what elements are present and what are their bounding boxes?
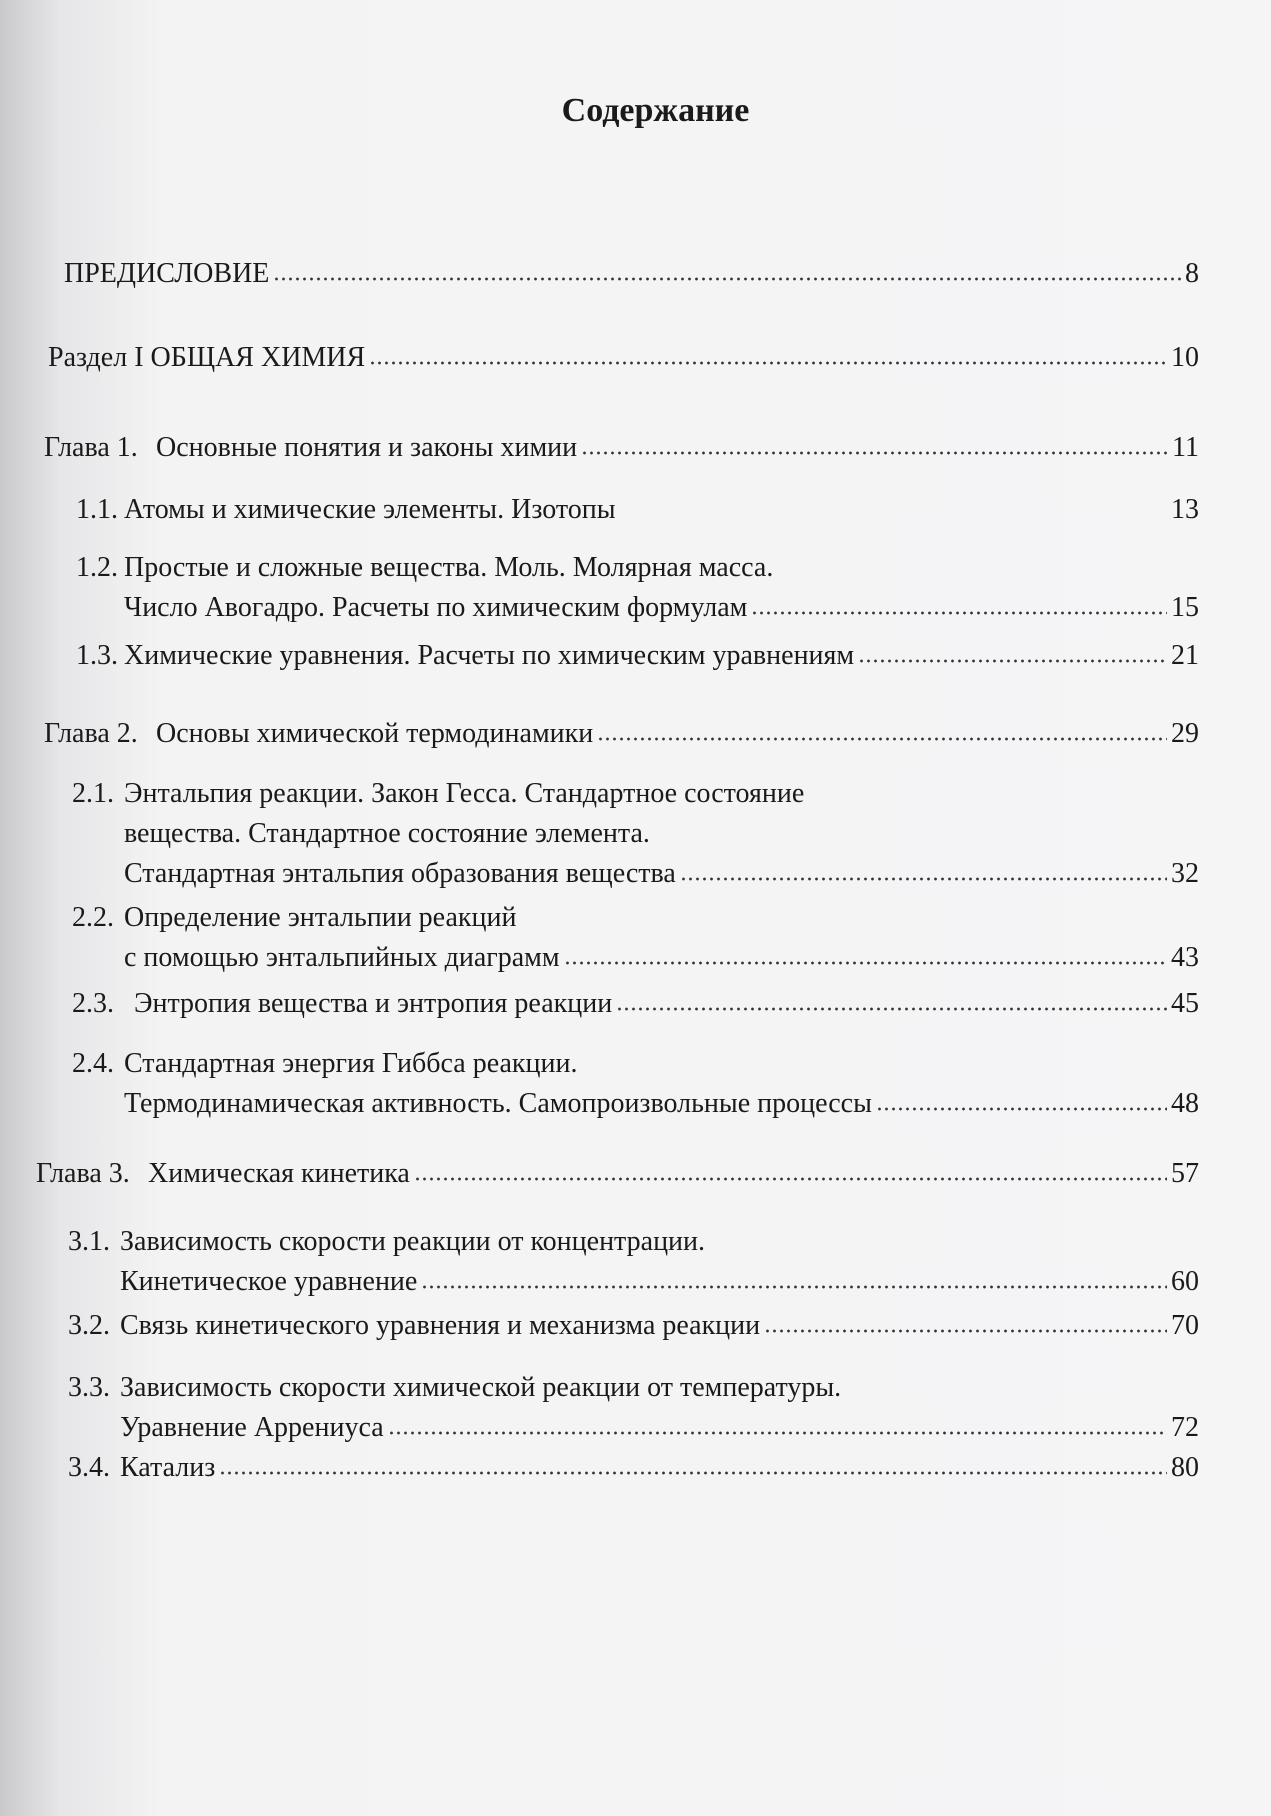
toc-entry-3-3[interactable] [68, 1368, 1199, 1448]
leader-dots [616, 988, 1167, 1012]
toc-entry-text-line-1: Энтальпия реакции. Закон Гесса. Стандартное состояние [124, 778, 805, 809]
leader-dots [764, 1310, 1167, 1334]
toc-entry-text: Катализ [120, 1452, 216, 1483]
toc-entry-text: Химические уравнения. Расчеты по химическим уравнениям [124, 640, 855, 671]
toc-entry-page: 13 [1171, 494, 1199, 525]
toc-entry-number: 2.3. [72, 988, 114, 1019]
leader-dots [369, 342, 1167, 366]
toc-entry-text-line-1: Стандартная энергия Гиббса реакции. [124, 1048, 578, 1079]
leader-dots [620, 494, 1167, 518]
toc-entry-page: 21 [1171, 640, 1199, 671]
toc-entry-page: 70 [1171, 1310, 1199, 1341]
page-title: Содержание [561, 92, 750, 129]
toc-entry-text-line-1: Зависимость скорости химической реакции от температуры. [120, 1372, 842, 1403]
toc-entry-text-line-1: Простые и сложные вещества. Моль. Молярная масса. [124, 552, 774, 583]
toc-entry-text-line-3: Стандартная энтальпия образования вещества [124, 858, 676, 889]
toc-entry-text: Основные понятия и законы химии [156, 432, 578, 463]
leader-dots [564, 942, 1167, 966]
toc-entry-page: 29 [1171, 718, 1199, 749]
toc-entry-3-2[interactable] [68, 1306, 1199, 1346]
toc-entry-text: Раздел I ОБЩАЯ ХИМИЯ [48, 342, 366, 373]
toc-entry-text-line-2: Термодинамическая активность. Самопроизвольные процессы [124, 1088, 872, 1119]
toc-entry-2-4[interactable] [72, 1044, 1199, 1124]
toc-entry-section-1[interactable] [48, 338, 1199, 378]
toc-entry-page: 45 [1171, 988, 1199, 1019]
toc-entry-number: 2.2. [72, 902, 114, 933]
toc-entry-number: 2.1. [72, 778, 114, 809]
toc-entry-text: Атомы и химические элементы. Изотопы [124, 494, 616, 525]
toc-entry-text-line-1: Зависимость скорости реакции от концентрации. [120, 1226, 706, 1257]
toc-entry-text-line-2: Число Авогадро. Расчеты по химическим формулам [124, 592, 748, 623]
toc-entry-2-2[interactable] [72, 898, 1199, 978]
leader-dots [581, 432, 1168, 456]
leader-dots [421, 1266, 1167, 1290]
toc-entry-text: Химическая кинетика [148, 1158, 410, 1189]
leader-dots [876, 1088, 1167, 1112]
toc-entry-1-2[interactable] [76, 548, 1199, 628]
toc-entry-1-1[interactable] [76, 490, 1199, 530]
leader-dots [680, 858, 1167, 882]
toc-entry-number: 3.1. [68, 1226, 110, 1257]
leader-dots [414, 1158, 1167, 1182]
toc-entry-page: 15 [1171, 592, 1199, 623]
toc-entry-text-line-2: вещества. Стандартное состояние элемента. [124, 818, 650, 849]
toc-entry-text-line-2: Уравнение Аррениуса [120, 1412, 384, 1443]
toc-entry-text: Основы химической термодинамики [156, 718, 594, 749]
toc-entry-text: Энтропия вещества и энтропия реакции [134, 988, 613, 1019]
toc-entry-page: 48 [1171, 1088, 1199, 1119]
toc-entry-number: Глава 3. [36, 1158, 130, 1189]
toc-entry-chapter-2[interactable] [44, 714, 1199, 754]
leader-dots [388, 1412, 1167, 1436]
toc-entry-text-line-1: Определение энтальпии реакций [124, 902, 517, 933]
toc-entry-page: 43 [1171, 942, 1199, 973]
leader-dots [858, 640, 1167, 664]
toc-entry-page: 10 [1171, 342, 1199, 373]
toc-entry-number: 1.1. [76, 494, 118, 525]
toc-entry-2-3[interactable] [72, 984, 1199, 1024]
toc-entry-number: 1.3. [76, 640, 118, 671]
toc-entry-page: 80 [1171, 1452, 1199, 1483]
toc-entry-number: 3.4. [68, 1452, 110, 1483]
toc-entry-page: 32 [1171, 858, 1199, 889]
toc-entry-number: 2.4. [72, 1048, 114, 1079]
toc-entry-3-4[interactable] [68, 1448, 1199, 1488]
leader-dots [273, 258, 1181, 282]
toc-entry-number: 3.3. [68, 1372, 110, 1403]
toc-entry-chapter-3[interactable] [36, 1154, 1199, 1194]
leader-dots [751, 592, 1167, 616]
toc-entry-page: 8 [1185, 258, 1199, 289]
toc-entry-2-1[interactable] [72, 774, 1199, 894]
toc-entry-preface[interactable] [64, 254, 1199, 294]
leader-dots [219, 1452, 1167, 1476]
toc-entry-chapter-1[interactable] [44, 428, 1199, 468]
toc-entry-number: Глава 1. [44, 432, 138, 463]
toc-entry-number: Глава 2. [44, 718, 138, 749]
toc-entry-number: 3.2. [68, 1310, 110, 1341]
toc-entry-number: 1.2. [76, 552, 118, 583]
toc-entry-text: Связь кинетического уравнения и механизма реакции [120, 1310, 761, 1341]
toc-entry-page: 72 [1171, 1412, 1199, 1443]
toc-entry-text-line-2: Кинетическое уравнение [120, 1266, 418, 1297]
toc-entry-text: ПРЕДИСЛОВИЕ [64, 258, 270, 289]
toc-entry-text-line-2: с помощью энтальпийных диаграмм [124, 942, 560, 973]
toc-entry-1-3[interactable] [76, 636, 1199, 676]
toc-entry-page: 57 [1171, 1158, 1199, 1189]
toc-entry-page: 60 [1171, 1266, 1199, 1297]
leader-dots [597, 718, 1167, 742]
toc-entry-3-1[interactable] [68, 1222, 1199, 1302]
toc-entry-page: 11 [1172, 432, 1199, 463]
